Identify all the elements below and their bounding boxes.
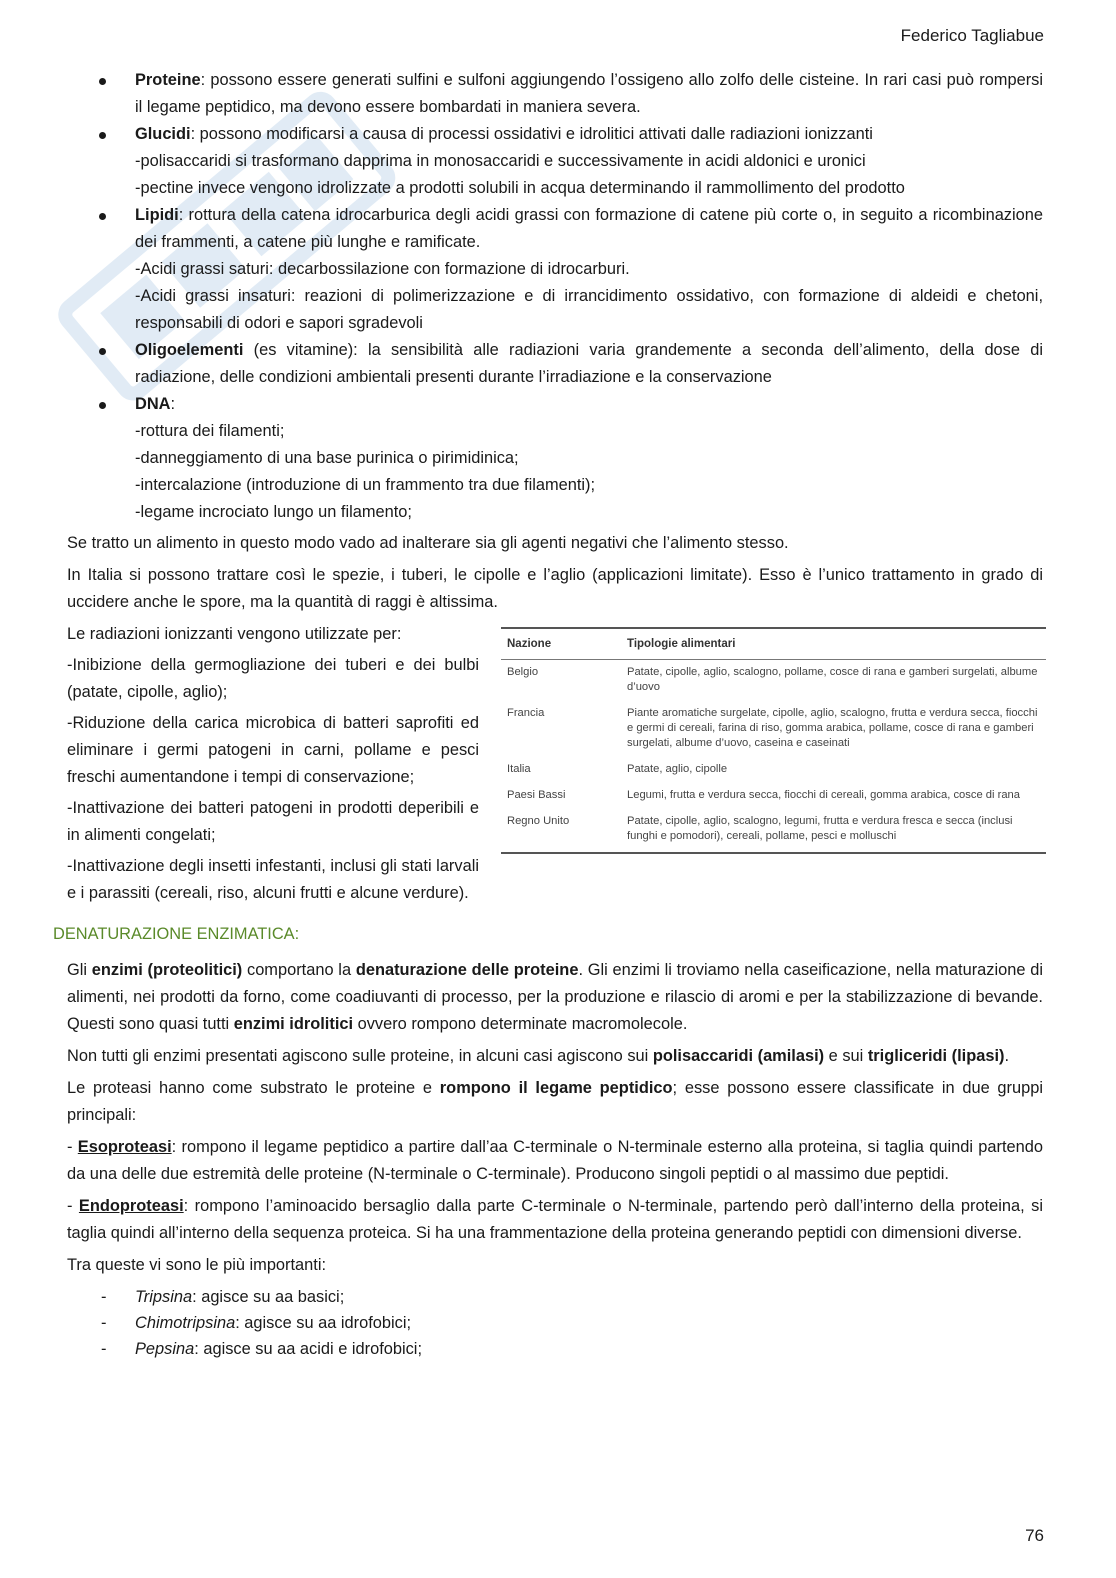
header-author: Federico Tagliabue <box>900 26 1044 45</box>
paragraph <box>67 1043 1043 1070</box>
paragraph <box>67 1193 1043 1247</box>
bullet-item-lipidi <box>67 202 1043 337</box>
bullet-item-dna <box>67 391 1043 526</box>
bullet-subline: -Acidi grassi insaturi: reazioni di polimerizzazione e di irrancidimento ossidativo, con formazione di aldeidi e chetoni, responsabili di odori e sapori sgradevoli <box>135 287 1043 332</box>
bullet-dot-icon <box>99 213 106 220</box>
table-row <box>501 757 1046 783</box>
uses-intro: Le radiazioni ionizzanti vengono utilizzate per: <box>67 625 402 643</box>
bullet-text: : possono modificarsi a causa di processi ossidativi e idrolitici attivati dalle radiazioni ionizzanti <box>190 125 873 143</box>
food-irradiation-table <box>501 627 1046 854</box>
table-cell: Legumi, frutta e verdura secca, fiocchi di cereali, gomma arabica, cosce di rana <box>627 789 1020 801</box>
text-span: - <box>67 1197 79 1215</box>
bold-term: polisaccaridi (amilasi) <box>652 1047 825 1065</box>
table-header-row <box>501 628 1046 660</box>
text-span: comportano la <box>242 961 356 979</box>
enzyme-list <box>67 1284 1043 1362</box>
bold-term: trigliceridi (lipasi) <box>867 1047 1005 1065</box>
bullet-subline: -intercalazione (introduzione di un frammento tra due filamenti); <box>135 476 596 494</box>
enzyme-name: Chimotripsina <box>135 1314 236 1332</box>
enzyme-desc: : agisce su aa idrofobici; <box>235 1314 412 1332</box>
bullet-dot-icon <box>99 78 106 85</box>
enzyme-desc: : agisce su aa basici; <box>192 1288 345 1306</box>
bullet-subline: -rottura dei filamenti; <box>135 422 285 440</box>
bullet-list <box>67 67 1043 526</box>
uses-item: -Inattivazione dei batteri patogeni in prodotti deperibili e in alimenti congelati; <box>67 799 479 844</box>
bullet-item-proteine <box>67 67 1043 121</box>
table-cell: Paesi Bassi <box>507 789 566 801</box>
bold-term: rompono il legame peptidico <box>439 1079 673 1097</box>
bullet-term: Proteine <box>135 71 201 89</box>
page-number: 76 <box>1025 1526 1044 1545</box>
bullet-subline: -pectine invece vengono idrolizzate a prodotti solubili in acqua determinando il rammollimento del prodotto <box>135 179 905 197</box>
bullet-text: : <box>170 395 176 413</box>
table-cell: Regno Unito <box>501 809 621 853</box>
dash-marker: - <box>101 1314 107 1332</box>
bold-term: Esoproteasi <box>77 1138 172 1156</box>
table-row <box>501 783 1046 809</box>
enzyme-name: Pepsina <box>135 1340 195 1358</box>
table-header-cell: Nazione <box>501 628 621 660</box>
text-span: ovvero rompono determinate macromolecole. <box>353 1015 688 1033</box>
bold-term: Endoproteasi <box>78 1197 184 1215</box>
text-span: : rompono il legame peptidico a partire dall’aa C-terminale o N-terminale esterno alla proteina, si taglia quindi partendo da una delle due estremità delle proteine (N-terminale o C-terminale). Producono singoli peptidi o al massimo due peptidi. <box>67 1138 1044 1183</box>
text-span: Gli <box>67 961 92 979</box>
table-row <box>501 660 1046 702</box>
enzyme-name: Tripsina <box>135 1288 193 1306</box>
bullet-subline: -danneggiamento di una base purinica o pirimidinica; <box>135 449 519 467</box>
bullet-subline: -legame incrociato lungo un filamento; <box>135 503 412 521</box>
text-span: . Gli enzimi li troviamo nella caseificazione, nella maturazione di alimenti, nei prodotti da forno, come coadiuvanti di processo, per la produzione e rilascio di aromi e per la stabilizzazione di bevande. Questi sono quasi tutti <box>67 961 1043 1033</box>
bullet-dot-icon <box>99 402 106 409</box>
table-cell: Piante aromatiche surgelate, cipolle, aglio, scalogno, frutta e verdura secca, fiocchi e germi di cereali, farina di riso, gomma arabica, pollame, cosce di rana e gamberi surgelati, albume d’uovo, caseina e caseinati <box>627 707 1038 749</box>
table-cell: Patate, cipolle, aglio, scalogno, legumi, frutta e verdura fresca e secca (inclusi funghi e pomodori), cereali, pollame, pesci e molluschi <box>621 809 1046 853</box>
uses-item: -Inibizione della germogliazione dei tuberi e dei bulbi (patate, cipolle, aglio); <box>67 656 479 701</box>
table <box>501 627 1046 854</box>
table-cell: Patate, aglio, cipolle <box>627 763 728 775</box>
bold-term: enzimi idrolitici <box>233 1015 354 1033</box>
dash-marker: - <box>101 1340 107 1358</box>
section-title: DENATURAZIONE ENZIMATICA: <box>53 925 300 943</box>
bullet-subline: -polisaccaridi si trasformano dapprima in monosaccaridi e successivamente in acidi aldonici e uronici <box>135 152 866 170</box>
uses-item: -Inattivazione degli insetti infestanti, inclusi gli stati larvali e i parassiti (cereali, riso, alcuni frutti e alcune verdure). <box>67 857 479 902</box>
bullet-term: DNA <box>135 395 171 413</box>
table-cell: Francia <box>507 707 545 719</box>
bullet-term: Oligoelementi <box>135 341 244 359</box>
paragraph <box>67 1075 1043 1129</box>
table-row <box>501 809 1046 853</box>
list-item <box>101 1284 1043 1310</box>
table-cell: Patate, cipolle, aglio, scalogno, pollame, cosce di rana e gamberi surgelati, albume d’uovo <box>627 666 1038 693</box>
text-span: Le proteasi hanno come substrato le proteine e <box>67 1079 440 1097</box>
paragraph: Tra queste vi sono le più importanti: <box>67 1256 327 1274</box>
bullet-subline: -Acidi grassi saturi: decarbossilazione con formazione di idrocarburi. <box>135 260 630 278</box>
paragraph: Se tratto un alimento in questo modo vado ad inalterare sia gli agenti negativi che l’alimento stesso. <box>67 534 789 552</box>
bullet-term: Glucidi <box>135 125 191 143</box>
text-span: . <box>1004 1047 1010 1065</box>
paragraph <box>67 1134 1043 1188</box>
text-span: Non tutti gli enzimi presentati agiscono sulle proteine, in alcuni casi agiscono sui <box>67 1047 653 1065</box>
table-row <box>501 701 1046 757</box>
bullet-term: Lipidi <box>135 206 179 224</box>
bullet-dot-icon <box>99 132 106 139</box>
bold-term: denaturazione delle proteine <box>355 961 579 979</box>
text-span: - <box>67 1138 78 1156</box>
enzyme-desc: : agisce su aa acidi e idrofobici; <box>194 1340 423 1358</box>
bullet-item-oligoelementi <box>67 337 1043 391</box>
table-cell: Italia <box>507 763 531 775</box>
bullet-text: (es vitamine): la sensibilità alle radiazioni varia grandemente a seconda dell’alimento, della dose di radiazione, delle condizioni ambientali presenti durante l’irradiazione e la conservazione <box>135 341 1043 386</box>
uses-item: -Riduzione della carica microbica di batteri saprofiti ed eliminare i germi patogeni in carni, pollame e pesci freschi aumentandone i tempi di conservazione; <box>67 714 479 786</box>
paragraph: In Italia si possono trattare così le spezie, i tuberi, le cipolle e l’aglio (applicazioni limitate). Esso è l’unico trattamento in grado di uccidere anche le spore, ma la quantità di raggi è altissima. <box>67 566 1043 611</box>
list-item <box>101 1336 1043 1362</box>
list-item <box>101 1310 1043 1336</box>
table-cell: Belgio <box>507 666 539 678</box>
text-span: ; esse possono essere classificate in due gruppi principali: <box>67 1079 1043 1124</box>
bullet-item-glucidi <box>67 121 1043 202</box>
bold-term: enzimi (proteolitici) <box>91 961 243 979</box>
page-content <box>53 67 1044 1362</box>
text-span: : rompono l’aminoacido bersaglio dalla parte C-terminale o N-terminale, partendo però dall’interno della proteina, si taglia quindi all’interno della sequenza proteica. Si ha una frammentazione della proteina generando peptidi con dimensioni diverse. <box>67 1197 1044 1242</box>
bullet-text: : possono essere generati sulfini e sulfoni aggiungendo l’ossigeno allo zolfo delle cisteine. In rari casi può rompersi il legame peptidico, ma devono essere bombardati in maniera severa. <box>135 71 1043 116</box>
dash-marker: - <box>101 1288 107 1306</box>
paragraph <box>67 957 1043 1038</box>
text-span: e sui <box>824 1047 868 1065</box>
bullet-text: : rottura della catena idrocarburica degli acidi grassi con formazione di catene più corte o, in seguito a ricombinazione dei frammenti, a catene più lunghe e ramificate. <box>135 206 1043 251</box>
bullet-dot-icon <box>99 348 106 355</box>
table-header-cell: Tipologie alimentari <box>621 628 1046 660</box>
